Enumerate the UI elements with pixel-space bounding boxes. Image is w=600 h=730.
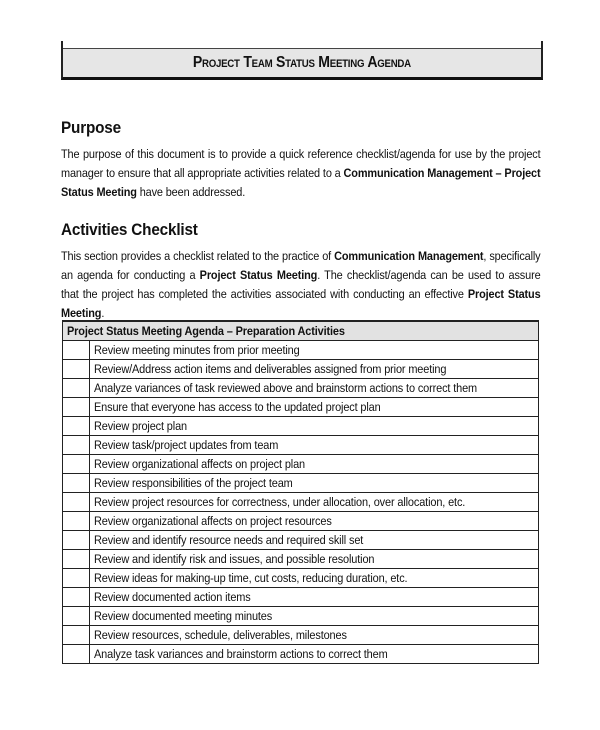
table-row — [63, 588, 539, 607]
checkbox-cell[interactable] — [63, 588, 90, 607]
activity-text: Review documented action items — [94, 590, 251, 604]
activities-bold-1: Communication Management — [334, 249, 484, 263]
table-row — [63, 417, 539, 436]
table-row — [63, 569, 539, 588]
activities-bold-3: Project Status Meeting — [61, 287, 541, 320]
purpose-text-1: The purpose of this document is to provide a quick reference checklist/agenda for use by the project manager to ensure that all appropriate activities related to a — [61, 147, 541, 180]
checkbox-cell[interactable] — [63, 417, 90, 436]
activity-cell — [90, 645, 539, 664]
activities-text-4: . — [101, 306, 105, 320]
table-body — [63, 341, 539, 664]
table-row — [63, 341, 539, 360]
table-row — [63, 493, 539, 512]
table-header-text: Project Status Meeting Agenda – Preparation Activities — [67, 324, 345, 338]
table-row — [63, 607, 539, 626]
title-box-left-tick — [61, 41, 63, 49]
activity-text: Analyze task variances and brainstorm actions to correct them — [94, 647, 388, 661]
activity-text: Review ideas for making-up time, cut costs, reducing duration, etc. — [94, 571, 408, 585]
activity-cell — [90, 531, 539, 550]
table-header — [63, 321, 539, 341]
table-row — [63, 474, 539, 493]
activity-cell — [90, 550, 539, 569]
activities-text-1: This section provides a checklist related to the practice of — [61, 249, 335, 263]
checkbox-cell[interactable] — [63, 493, 90, 512]
title-box-right-tick — [541, 41, 543, 49]
table-row — [63, 512, 539, 531]
activity-text: Review resources, schedule, deliverables, milestones — [94, 628, 347, 642]
activity-text: Review documented meeting minutes — [94, 609, 273, 623]
table-row — [63, 455, 539, 474]
activity-text: Review/Address action items and deliverables assigned from prior meeting — [94, 362, 447, 376]
activity-text: Review organizational affects on project resources — [94, 514, 332, 528]
table-row — [63, 360, 539, 379]
table-row — [63, 531, 539, 550]
checkbox-cell[interactable] — [63, 341, 90, 360]
table-row — [63, 398, 539, 417]
checkbox-cell[interactable] — [63, 550, 90, 569]
table-row — [63, 436, 539, 455]
activity-cell — [90, 360, 539, 379]
activity-text: Review organizational affects on project plan — [94, 457, 305, 471]
activity-text: Review and identify resource needs and required skill set — [94, 533, 364, 547]
activity-text: Analyze variances of task reviewed above and brainstorm actions to correct them — [94, 381, 478, 395]
activity-cell — [90, 626, 539, 645]
purpose-bold-1: Communication Management – Project Status Meeting — [61, 166, 541, 199]
checkbox-cell[interactable] — [63, 474, 90, 493]
activity-cell — [90, 512, 539, 531]
table-row — [63, 626, 539, 645]
activities-bold-2: Project Status Meeting — [199, 268, 318, 282]
activity-cell — [90, 398, 539, 417]
table-row — [63, 645, 539, 664]
table-row — [63, 379, 539, 398]
activities-text-2: , specifically an agenda for conducting a — [61, 249, 541, 282]
table-row — [63, 550, 539, 569]
activity-cell — [90, 379, 539, 398]
activity-cell — [90, 569, 539, 588]
document-title-box — [61, 48, 543, 80]
checkbox-cell[interactable] — [63, 360, 90, 379]
checkbox-cell[interactable] — [63, 398, 90, 417]
activity-text: Review task/project updates from team — [94, 438, 279, 452]
activity-text: Review meeting minutes from prior meeting — [94, 343, 300, 357]
checkbox-cell[interactable] — [63, 645, 90, 664]
activity-cell — [90, 455, 539, 474]
purpose-heading: Purpose — [61, 118, 121, 137]
activity-cell — [90, 417, 539, 436]
activities-paragraph — [61, 247, 541, 323]
activities-heading: Activities Checklist — [61, 220, 198, 239]
activity-text: Review project resources for correctness, under allocation, over allocation, etc. — [94, 495, 466, 509]
activities-text-3: . The checklist/agenda can be used to assure that the project has completed the activities associated with conducting an effective — [61, 268, 541, 301]
activity-cell — [90, 607, 539, 626]
activity-text: Ensure that everyone has access to the updated project plan — [94, 400, 381, 414]
activity-text: Review responsibilities of the project team — [94, 476, 293, 490]
checkbox-cell[interactable] — [63, 531, 90, 550]
checkbox-cell[interactable] — [63, 436, 90, 455]
activity-cell — [90, 341, 539, 360]
document-title: Project Team Status Meeting Agenda — [192, 54, 412, 71]
checkbox-cell[interactable] — [63, 379, 90, 398]
checkbox-cell[interactable] — [63, 455, 90, 474]
activity-cell — [90, 588, 539, 607]
checkbox-cell[interactable] — [63, 626, 90, 645]
purpose-paragraph — [61, 145, 541, 202]
preparation-activities-table — [62, 320, 539, 664]
activity-text: Review and identify risk and issues, and possible resolution — [94, 552, 375, 566]
checkbox-cell[interactable] — [63, 607, 90, 626]
checkbox-cell[interactable] — [63, 569, 90, 588]
activity-text: Review project plan — [94, 419, 187, 433]
checkbox-cell[interactable] — [63, 512, 90, 531]
activity-cell — [90, 474, 539, 493]
table-header-row — [63, 321, 539, 341]
purpose-text-2: have been addressed. — [136, 185, 246, 199]
activity-cell — [90, 493, 539, 512]
activity-cell — [90, 436, 539, 455]
